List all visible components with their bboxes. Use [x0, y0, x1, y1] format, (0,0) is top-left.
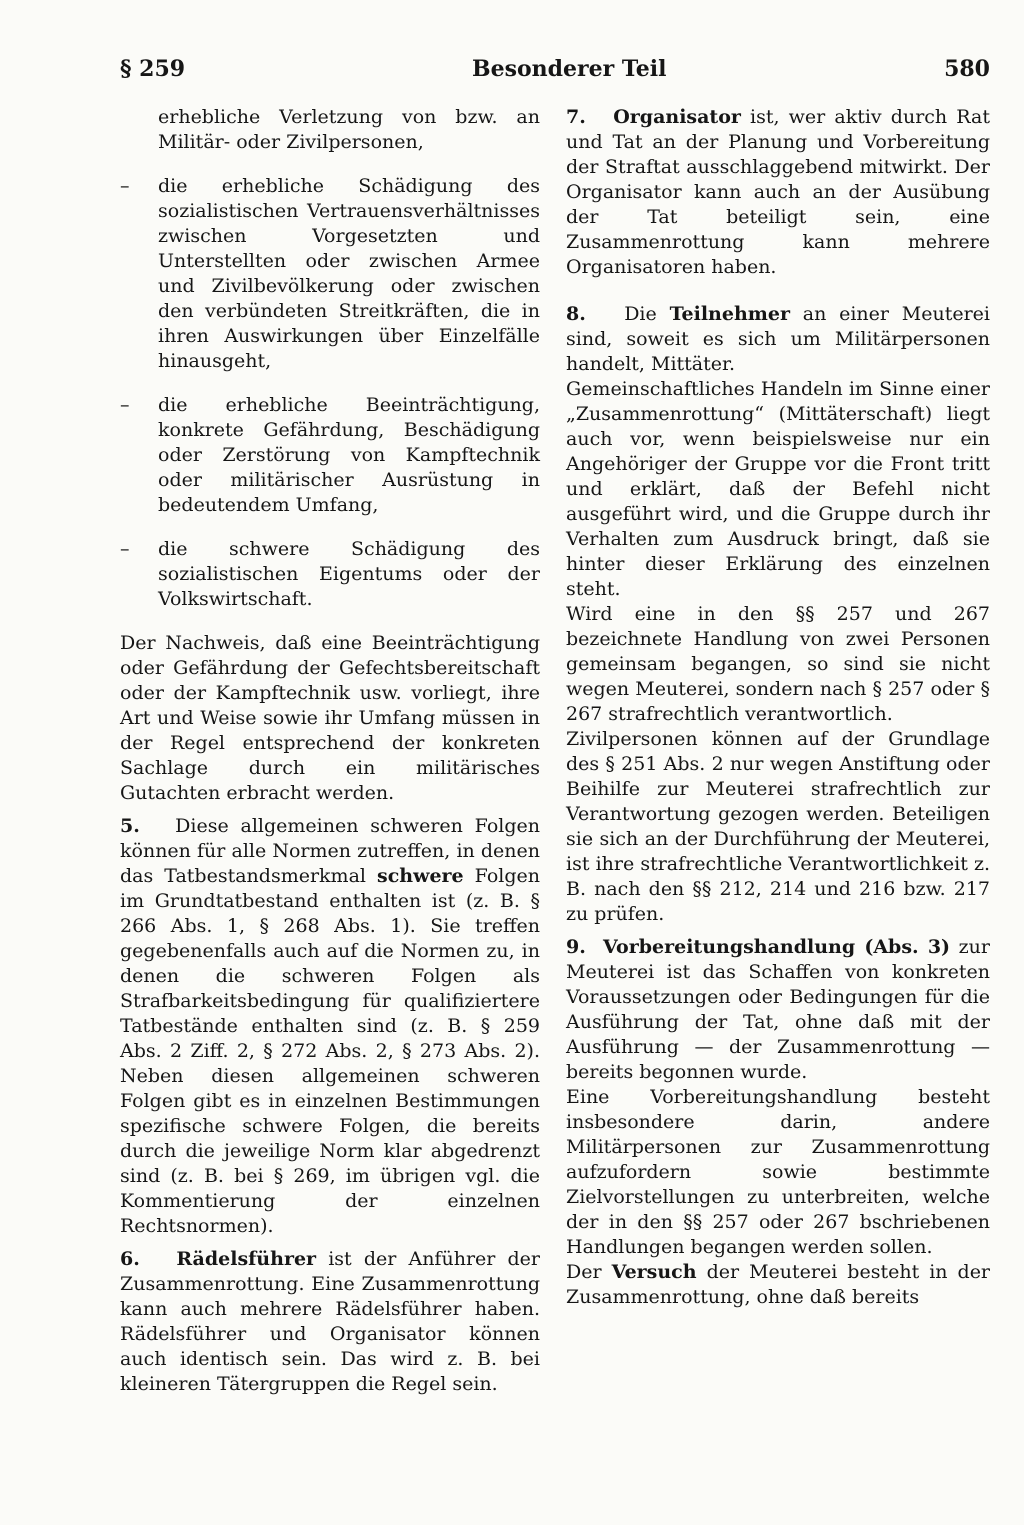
paragraph-6-text: ist der Anführer der Zusammenrottung. Eine Zusammenrottung kann auch mehrere Rädelsführer haben. Rädelsführer und Organisator können auch identisch sein. Das wird z. B. bei kleineren Tätergruppen die Regel sein. [120, 1248, 540, 1395]
paragraph-5-text-a: Diese allgemeinen schweren Folgen können für alle Normen zutreffen, in denen das Tatbestandsmerkmal [120, 815, 540, 887]
page-number: 580 [944, 56, 990, 82]
paragraph-6-number: 6. [120, 1248, 140, 1270]
paragraph-7-text: ist, wer aktiv durch Rat und Tat an der Planung und Vorbereitung der Straftat ausschlaggebend mitwirkt. Der Organisator kann auch an der Ausübung der Tat beteiligt sein, eine Zusammenrottung kann mehrere Organisatoren haben. [566, 106, 990, 278]
paragraph-7-number: 7. [566, 106, 586, 128]
left-column [120, 105, 540, 1397]
paragraph-9-text: zur Meuterei ist das Schaffen von konkreten Voraussetzungen oder Bedingungen für die Ausführung der Tat, ohne daß mit der Ausführung — der Zusammenrottung — bereits begonnen wurde. [566, 936, 990, 1083]
paragraph-6 [120, 1247, 540, 1397]
paragraph-9-term: Vorbereitungshandlung (Abs. 3) [603, 936, 951, 958]
paragraph-5-term: schwere [377, 865, 464, 887]
right-column [566, 105, 990, 1310]
page-header [120, 56, 990, 90]
paragraph-8-text-a: Die [624, 303, 657, 325]
paragraph-9-versuch-a: Der [566, 1261, 602, 1283]
paragraph-9-versuch-term: Versuch [611, 1261, 697, 1283]
running-title: Besonderer Teil [472, 56, 667, 82]
paragraph-8-number: 8. [566, 303, 586, 325]
dash-item-eigentum: – die schwere Schädigung des sozialistischen Eigentums oder der Volkswirtschaft. [120, 537, 540, 612]
paragraph-7-term: Organisator [613, 106, 741, 128]
paragraph-5 [120, 814, 540, 1239]
paragraph-8-term: Teilnehmer [669, 303, 790, 325]
paragraph-nachweis: Der Nachweis, daß eine Beeinträchtigung oder Gefährdung der Gefechtsbereitschaft oder der Kampftechnik usw. vorliegt, ihre Art und Weise sowie ihr Umfang müssen in der Regel entsprechend der konkreten Sachlage durch ein militärisches Gutachten erbracht werden. [120, 632, 540, 804]
paragraph-5-number: 5. [120, 815, 140, 837]
paragraph-9-versuch-b: der Meuterei besteht in der Zusammenrottung, ohne daß bereits [566, 1261, 991, 1308]
paragraph-9-number: 9. [566, 936, 586, 958]
paragraph-8-zwei-personen: Wird eine in den §§ 257 und 267 bezeichnete Handlung von zwei Personen gemeinsam begangen, so sind sie nicht wegen Meuterei, sondern nach § 257 oder § 267 strafrechtlich verantwortlich. [566, 603, 990, 725]
paragraph-9-versuch [566, 1260, 990, 1310]
paragraph-5-text-b: Folgen im Grundtatbestand enthalten ist (z. B. § 266 Abs. 1, § 268 Abs. 1). Sie treffen gegebenenfalls auch auf die Normen zu, in denen die schweren Folgen als Strafbarkeitsbedingung für qualifiziertere Tatbestände enthalten sind (z. B. § 259 Abs. 2 Ziff. 2, § 272 Abs. 2, § 273 Abs. 2). Neben diesen allgemeinen schweren Folgen gibt es in einzelnen Bestimmungen spezifische schwere Folgen, die bereits durch die jeweilige Norm klar abgedrenzt sind (z. B. bei § 269, im übrigen vgl. die Kommentierung der einzelnen Rechtsnormen). [120, 865, 540, 1237]
paragraph-7 [566, 105, 990, 280]
paragraph-9 [566, 935, 990, 1085]
paragraph-8 [566, 302, 990, 377]
paragraph-8-text-b: an einer Meuterei sind, soweit es sich um Militärpersonen handelt, Mittäter. [566, 303, 991, 375]
paragraph-6-term: Rädelsführer [176, 1248, 317, 1270]
dash-item-vertrauensverhaeltnis: – die erhebliche Schädigung des sozialistischen Vertrauensverhältnisses zwischen Vorgesetzten und Unterstellten oder zwischen Armee und Zivilbevölkerung oder zwischen den verbündeten Streitkräften, die in ihren Auswirkungen über Einzelfälle hinausgeht, [120, 174, 540, 374]
paragraph-9-vorbereitung: Eine Vorbereitungshandlung besteht insbesondere darin, andere Militärpersonen zur Zusammenrottung aufzufordern sowie bestimmte Zielvorstellungen zu unterbreiten, welche der in den §§ 257 oder 267 bschriebenen Handlungen begangen werden sollen. [566, 1086, 990, 1258]
paragraph-8-mittaeterschaft: Gemeinschaftliches Handeln im Sinne einer „Zusammenrottung“ (Mittäterschaft) liegt auch vor, wenn beispielsweise nur ein Angehöriger der Gruppe vor die Front tritt und erklärt, daß der Befehl nicht ausgeführt wird, und die Gruppe durch ihr Verhalten zum Ausdruck bringt, daß sie hinter dieser Erklärung des einzelnen steht. [566, 378, 990, 600]
paragraph-continuation: erhebliche Verletzung von bzw. an Militär- oder Zivilpersonen, [158, 106, 540, 153]
dash-item-kampftechnik: – die erhebliche Beeinträchtigung, konkrete Gefährdung, Beschädigung oder Zerstörung von Kampftechnik oder militärischer Ausrüstung in bedeutendem Umfang, [120, 393, 540, 518]
section-number: § 259 [120, 56, 186, 82]
paragraph-8-zivilpersonen: Zivilpersonen können auf der Grundlage des § 251 Abs. 2 nur wegen Anstiftung oder Beihilfe zur Meuterei strafrechtlich zur Verantwortung gezogen werden. Beteiligen sie sich an der Durchführung der Meuterei, ist ihre strafrechtliche Verantwortlichkeit z. B. nach den §§ 212, 214 und 216 bzw. 217 zu prüfen. [566, 728, 990, 925]
